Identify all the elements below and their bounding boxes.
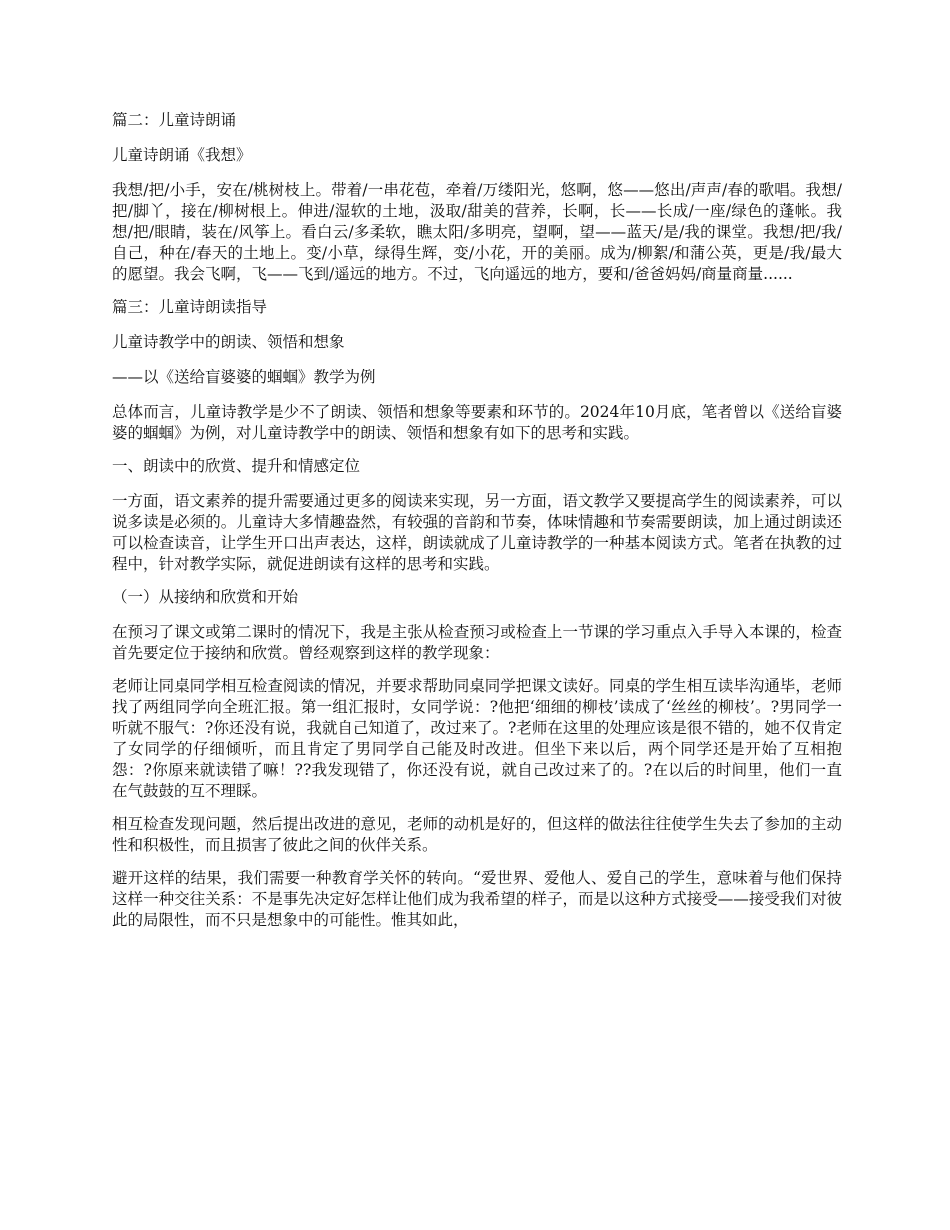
poem-title: 儿童诗朗诵《我想》 [112, 146, 252, 164]
subsection-title: （一）从接纳和欣赏和开始 [112, 588, 299, 606]
body-paragraph: 避开这样的结果，我们需要一种教育学关怀的转向。“爱世界、爱他人、爱自己的学生，意味着与他们保持这样一种交往关系：不是事先决定好怎样让他们成为我希望的样子，而是以这种方式接受——接受我们对彼此的局限性，而不只是想象中的可能性。惟其如此， [112, 869, 842, 929]
section-title: 篇二：儿童诗朗诵 [112, 111, 237, 129]
section-title: 篇三：儿童诗朗读指导 [112, 298, 268, 316]
article-title: 儿童诗教学中的朗读、领悟和想象 [112, 333, 345, 351]
body-paragraph: 相互检查发现问题，然后提出改进的意见，老师的动机是好的，但这样的做法往往使学生失去了参加的主动性和积极性，而且损害了彼此之间的伙伴关系。 [112, 815, 842, 854]
body-paragraph: 总体而言，儿童诗教学是少不了朗读、领悟和想象等要素和环节的。2024年10月底，笔者曾以《送给盲婆婆的蝈蝈》为例，对儿童诗教学中的朗读、领悟和想象有如下的思考和实践。 [112, 403, 842, 442]
body-paragraph: 老师让同桌同学相互检查阅读的情况，并要求帮助同桌同学把课文读好。同桌的学生相互读毕沟通毕，老师找了两组同学向全班汇报。第一组汇报时，女同学说：?他把‘细细的柳枝’读成了‘丝丝的柳枝’。?男同学一听就不服气：?你还没有说，我就自己知道了，改过来了。?老师在这里的处理应该是很不错的，她不仅肯定了女同学的仔细倾听，而且肯定了男同学自己能及时改进。但坐下来以后，两个同学还是开始了互相抱怨：?你原来就读错了嘛！??我发现错了，你还没有说，就自己改过来了的。?在以后的时间里，他们一直在气鼓鼓的互不理睬。 [112, 677, 842, 800]
body-paragraph: 在预习了课文或第二课时的情况下，我是主张从检查预习或检查上一节课的学习重点入手导入本课的，检查首先要定位于接纳和欣赏。曾经观察到这样的教学现象： [112, 623, 842, 662]
subsection-title: 一、朗读中的欣赏、提升和情感定位 [112, 457, 361, 475]
poem-text: 我想/把/小手，安在/桃树枝上。带着/一串花苞，牵着/万缕阳光，悠啊，悠——悠出/声声/春的歌唱。我想/把/脚丫，接在/柳树根上。伸进/湿软的土地，汲取/甜美的营养，长啊，长——长成/一座/绿色的蓬帐。我想/把/眼睛，装在/风筝上。看白云/多柔软，瞧太阳/多明亮，望啊，望——蓝天/是/我的课堂。我想/把/我/自己，种在/春天的土地上。变/小草，绿得生辉，变/小花，开的美丽。成为/柳絮/和蒲公英，更是/我/最大的愿望。我会飞啊，飞——飞到/遥远的地方。不过，飞向遥远的地方，要和/爸爸妈妈/商量商量...... [112, 181, 842, 283]
article-subtitle: ——以《送给盲婆婆的蝈蝈》教学为例 [112, 368, 376, 386]
document-page [112, 110, 842, 943]
body-paragraph: 一方面，语文素养的提升需要通过更多的阅读来实现，另一方面，语文教学又要提高学生的阅读素养，可以说多读是必须的。儿童诗大多情趣盎然，有较强的音韵和节奏，体味情趣和节奏需要朗读，加上通过朗读还可以检查读音，让学生开口出声表达，这样，朗读就成了儿童诗教学的一种基本阅读方式。笔者在执教的过程中，针对教学实际，就促进朗读有这样的思考和实践。 [112, 492, 842, 573]
